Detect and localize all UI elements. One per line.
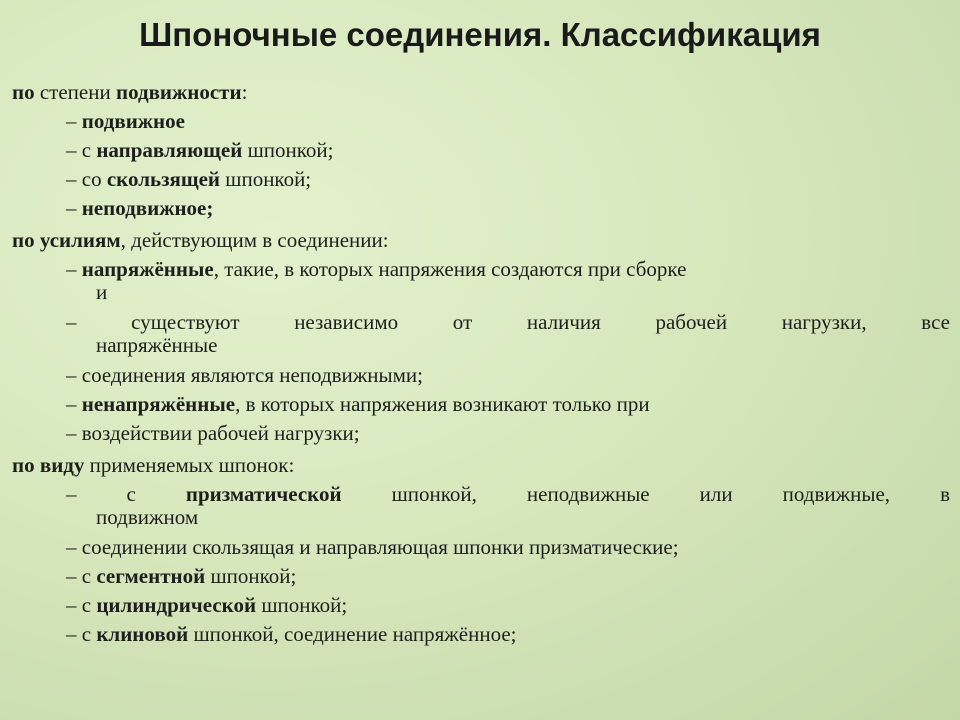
category-heading [12,226,950,255]
text-fragment: , такие, в которых напряжения создаются при сборке [213,257,687,281]
text-fragment: – с [66,593,97,617]
text-fragment: – [66,257,82,281]
text-fragment: – [66,392,82,416]
text-fragment: – с [66,482,186,506]
list-item-continuation: подвижном [96,505,199,529]
category-heading [12,78,950,107]
list-item [12,390,950,419]
bold-term: неподвижное; [81,196,214,220]
text-fragment: – [66,196,82,220]
text-fragment: шпонкой, соединение напряжённое; [188,622,517,646]
text-fragment: – соединения являются неподвижными; [66,363,423,387]
list-item [12,194,950,223]
text-fragment: – со [66,167,107,191]
bold-term: по виду [12,453,85,477]
list-item [12,620,950,649]
bold-term: клиновой [96,622,189,646]
slide-title: Шпоночные соединения. Классификация [139,16,821,53]
text-fragment: – с [66,622,97,646]
list-item [12,136,950,165]
bold-term: напряжённые [81,257,214,281]
bold-term: призматической [185,482,342,506]
list-item [12,361,950,390]
list-item-continuation: напряжённые [96,333,218,357]
list-item [12,419,950,448]
list-item [12,591,950,620]
text-fragment: шпонкой; [256,593,348,617]
list-item-continuation: и [96,280,108,304]
text-fragment: – с [66,138,97,162]
bold-term: скользящей [106,167,221,191]
text-fragment: : [241,80,248,104]
text-fragment: шпонкой; [205,564,297,588]
text-fragment: – соединении скользящая и направляющая шпонки призматические; [66,535,679,559]
category-heading [12,451,950,480]
text-fragment: – с [66,564,97,588]
text-fragment: шпонкой, неподвижные или подвижные, в [341,482,950,506]
list-item [12,533,950,562]
text-fragment: применяемых шпонок: [84,453,295,477]
classification-list [12,78,950,649]
text-fragment: , действующим в соединении: [120,228,389,252]
text-fragment: шпонкой; [220,167,312,191]
bold-term: цилиндрической [96,593,257,617]
bold-term: подвижности [115,80,242,104]
text-fragment: – существуют независимо от наличия рабочей нагрузки, все [66,310,950,334]
list-item [12,165,950,194]
bold-term: сегментной [96,564,206,588]
list-item [12,107,950,136]
text-fragment: – воздействии рабочей нагрузки; [66,421,360,445]
bold-term: по усилиям [12,228,121,252]
text-fragment: , в которых напряжения возникают только при [235,392,650,416]
bold-term: ненапряжённые [81,392,236,416]
bold-term: направляющей [96,138,243,162]
text-fragment: – [66,109,82,133]
text-fragment: степени [34,80,116,104]
text-fragment: шпонкой; [242,138,334,162]
bold-term: по [12,80,35,104]
bold-term: подвижное [81,109,185,133]
list-item [12,562,950,591]
